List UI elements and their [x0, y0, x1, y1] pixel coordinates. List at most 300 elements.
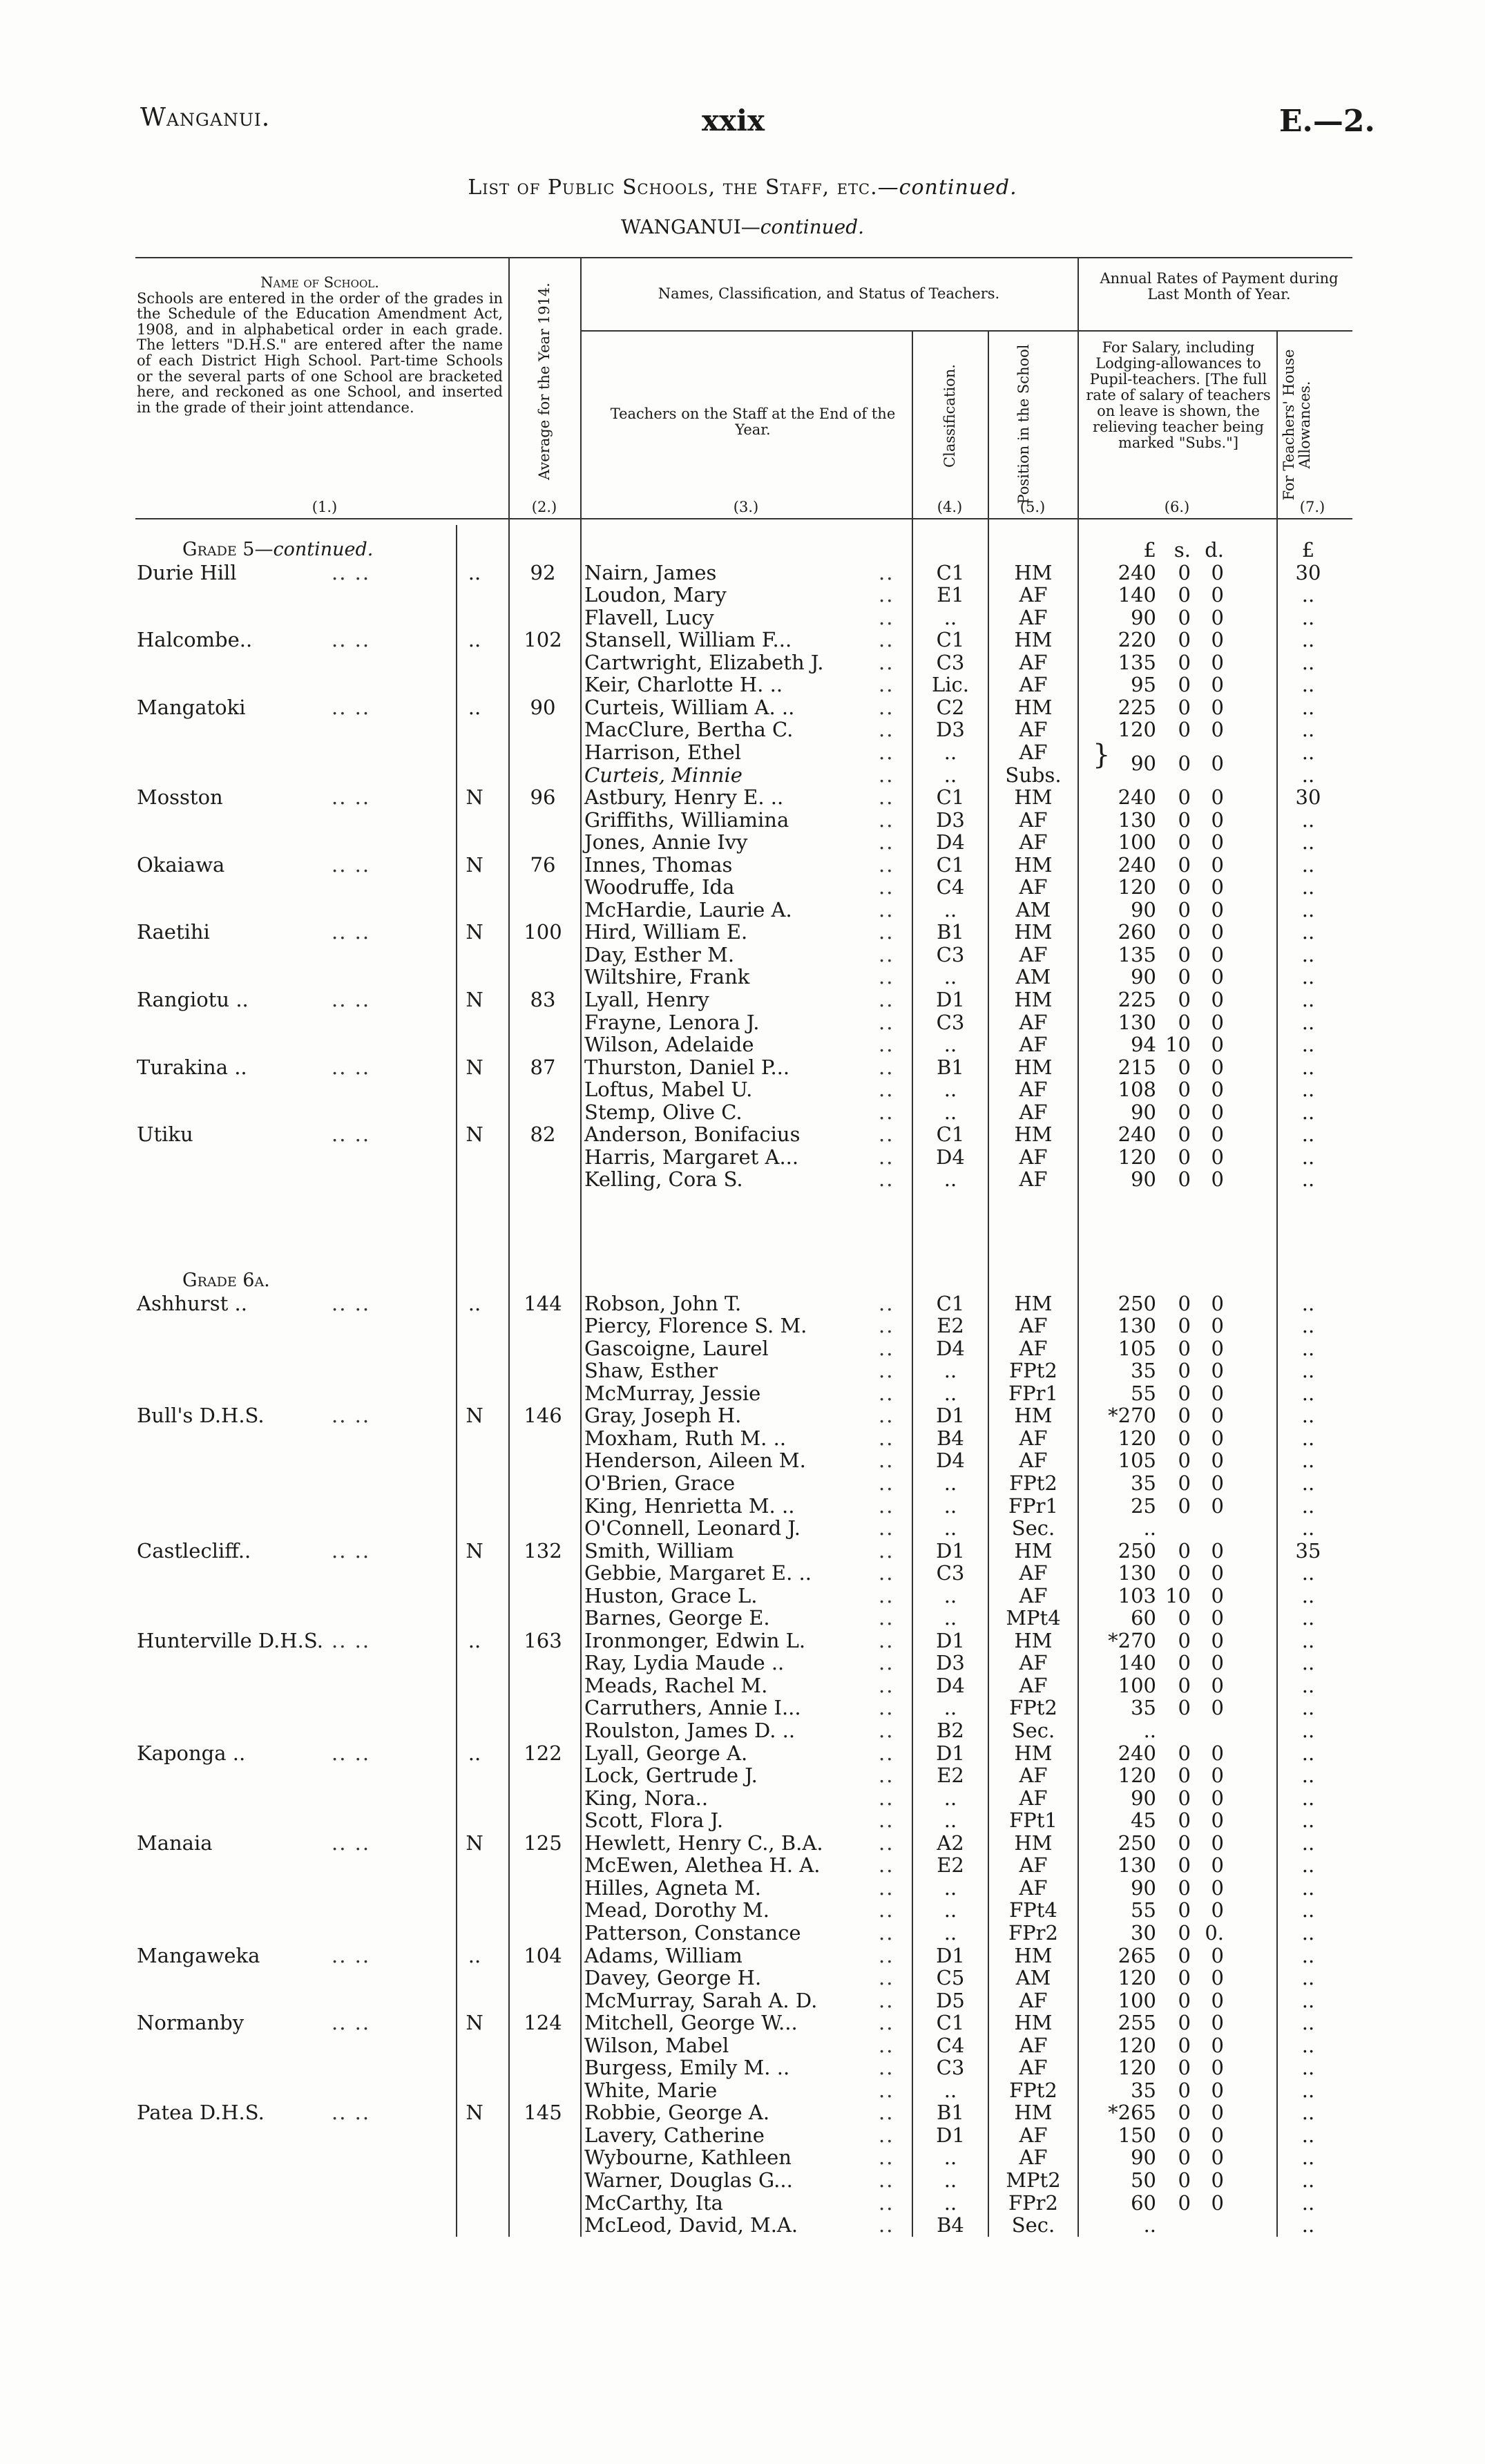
teacher-row — [0, 651, 1485, 674]
teacher-name: O'Connell, Leonard J. — [584, 1516, 801, 1540]
house-allowance: .. — [1301, 1628, 1315, 1652]
colnum-6: (6.) — [1164, 499, 1190, 515]
classification: A2 — [937, 1831, 964, 1855]
col3-group-header: Names, Classification, and Status of Teachers. — [658, 285, 1000, 302]
salary-pence: 0 — [1211, 1078, 1224, 1102]
classification: .. — [943, 1471, 957, 1495]
col1-header: Name of School. Schools are entered in the order of the grades in the Schedule of the Education Amendment Act, 1908, and in alphabetical order in each grade. The letters "D.H.S." are entered after the name of each District High School. Part-time Schools or the several parts of one School are bracketed here, and reckoned as one School, and inserted in the grade of their joint attendance. — [137, 274, 503, 416]
classification: C1 — [936, 852, 965, 877]
salary-pounds: 95 — [1131, 673, 1156, 697]
average-attendance: 82 — [530, 1123, 556, 1147]
teacher-row — [0, 1562, 1485, 1584]
leader-dots: .. — [879, 808, 894, 832]
leader-dots: .. .. — [332, 1538, 371, 1563]
leader-dots: .. — [879, 897, 894, 921]
page-title: List of Public Schools, the Staff, etc.—continued. — [468, 175, 1017, 200]
salary-shillings: 0 — [1178, 1145, 1191, 1169]
teacher-row — [0, 1607, 1485, 1629]
colnum-2: (2.) — [531, 499, 557, 515]
salary-pounds: 225 — [1118, 988, 1156, 1011]
classification: .. — [943, 1786, 957, 1810]
salary-pounds: 105 — [1118, 1336, 1156, 1360]
leader-dots: .. — [879, 1808, 894, 1833]
position: HM — [1014, 988, 1053, 1011]
teacher-row — [0, 1517, 1485, 1539]
leader-dots: .. — [879, 1920, 894, 1945]
salary-pounds: 135 — [1118, 942, 1156, 966]
teacher-name: Scott, Flora J. — [584, 1808, 724, 1833]
salary-pounds: 240 — [1118, 1741, 1156, 1765]
teacher-name: Day, Esther M. — [584, 942, 735, 966]
school-name: Mosston — [137, 785, 223, 810]
salary-shillings: 0 — [1178, 1381, 1191, 1405]
leader-dots: .. — [879, 605, 894, 629]
leader-dots: .. — [879, 1449, 894, 1473]
classification: E2 — [937, 1853, 964, 1878]
salary-shillings: 0 — [1178, 673, 1191, 697]
teacher-name: Meads, Rachel M. — [584, 1673, 768, 1697]
teacher-row — [0, 1359, 1485, 1382]
teacher-name: Harris, Margaret A... — [584, 1145, 799, 1169]
teacher-name: King, Nora.. — [584, 1786, 709, 1810]
leader-dots: .. — [879, 583, 894, 607]
salary-shillings: 0 — [1178, 988, 1191, 1011]
salary-shillings: 0 — [1178, 1449, 1191, 1473]
joint-marker: .. — [468, 1943, 481, 1967]
school-name: Normanby — [137, 2011, 245, 2035]
leader-dots: .. — [879, 1291, 894, 1315]
house-allowance: .. — [1301, 1078, 1315, 1102]
salary-pounds: 60 — [1131, 2190, 1156, 2215]
salary-pence: 0 — [1211, 1493, 1224, 1518]
salary-pence: 0 — [1211, 1404, 1224, 1428]
teacher-row — [0, 1809, 1485, 1831]
house-allowance: .. — [1301, 583, 1315, 607]
house-allowance: .. — [1301, 1898, 1315, 1922]
teacher-row — [0, 2192, 1485, 2214]
position: FPr1 — [1008, 1493, 1058, 1518]
teacher-row — [0, 1697, 1485, 1719]
salary-pounds: 90 — [1131, 1100, 1156, 1124]
district-name: Wanganui. — [140, 104, 271, 132]
classification: D3 — [936, 808, 965, 832]
teacher-name: Gray, Joseph H. — [584, 1404, 742, 1428]
salary-pounds: .. — [1143, 1719, 1156, 1742]
position: HM — [1014, 920, 1053, 944]
salary-pence: 0 — [1211, 1673, 1224, 1697]
house-allowance: .. — [1301, 695, 1315, 719]
salary-pence: 0 — [1211, 1561, 1224, 1585]
classification: E2 — [937, 1314, 964, 1338]
leader-dots: .. — [879, 1493, 894, 1518]
position: HM — [1014, 628, 1053, 652]
teacher-name: Wilson, Mabel — [584, 2033, 729, 2057]
position: Subs. — [1005, 763, 1062, 787]
leader-dots: .. — [879, 1966, 894, 1990]
salary-pounds: 35 — [1131, 1471, 1156, 1495]
house-allowance: 30 — [1295, 785, 1321, 810]
teacher-row — [0, 1292, 1485, 1315]
house-allowance: .. — [1301, 1583, 1315, 1607]
salary-pence: d. — [1205, 538, 1224, 562]
classification: .. — [943, 2168, 957, 2192]
salary-pence: 0 — [1211, 2033, 1224, 2057]
teacher-row — [0, 1123, 1485, 1145]
leader-dots: .. .. — [332, 785, 371, 810]
salary-pounds: .. — [1143, 2213, 1156, 2237]
average-attendance: 100 — [524, 920, 562, 944]
teacher-row — [0, 899, 1485, 921]
joint-marker: N — [466, 1404, 483, 1428]
house-allowance: .. — [1301, 628, 1315, 652]
house-allowance: .. — [1301, 740, 1315, 764]
salary-pence: 0 — [1211, 583, 1224, 607]
salary-pence: 0 — [1211, 830, 1224, 854]
leader-dots: .. .. — [332, 920, 371, 944]
leader-dots: .. — [879, 2078, 894, 2102]
salary-pounds: 120 — [1118, 718, 1156, 742]
salary-shillings: 0 — [1178, 1471, 1191, 1495]
house-allowance: .. — [1301, 1764, 1315, 1788]
salary-shillings: 0 — [1178, 650, 1191, 674]
position: HM — [1014, 695, 1053, 719]
position: HM — [1014, 1291, 1053, 1315]
col3-header: Teachers on the Staff at the End of the Year. — [610, 405, 896, 438]
grade-heading — [182, 539, 373, 560]
joint-marker: N — [466, 1538, 483, 1563]
house-allowance: .. — [1301, 1055, 1315, 1079]
salary-pence: 0 — [1211, 1966, 1224, 1990]
header-top-rule — [135, 257, 1352, 258]
teacher-name: Lyall, George A. — [584, 1741, 748, 1765]
position: FPt2 — [1009, 1359, 1057, 1383]
house-allowance: .. — [1301, 1145, 1315, 1169]
salary-shillings: 0 — [1178, 1628, 1191, 1652]
salary-shillings: 0 — [1178, 1988, 1191, 2012]
salary-pounds: 103 — [1118, 1583, 1156, 1607]
teacher-name: McEwen, Alethea H. A. — [584, 1853, 821, 1878]
salary-shillings: 0 — [1178, 830, 1191, 854]
classification: C2 — [936, 695, 965, 719]
classification: C4 — [936, 2033, 965, 2057]
classification: C1 — [936, 1291, 965, 1315]
salary-pounds: 35 — [1131, 1359, 1156, 1383]
teacher-name: Stemp, Olive C. — [584, 1100, 742, 1124]
position: FPr1 — [1008, 1381, 1058, 1405]
average-attendance: 163 — [524, 1628, 562, 1652]
teacher-row — [0, 1719, 1485, 1741]
salary-pence: 0 — [1211, 605, 1224, 629]
teacher-name: Jones, Annie Ivy — [584, 830, 748, 854]
salary-pounds: 90 — [1131, 1786, 1156, 1810]
house-allowance: .. — [1301, 650, 1315, 674]
salary-pounds: *265 — [1108, 2101, 1156, 2125]
classification: .. — [943, 1359, 957, 1383]
salary-pounds: 100 — [1118, 1988, 1156, 2012]
house-allowance: .. — [1301, 808, 1315, 832]
salary-pounds: 45 — [1131, 1808, 1156, 1833]
salary-shillings: 0 — [1178, 1100, 1191, 1124]
house-allowance: .. — [1301, 1696, 1315, 1720]
leader-dots: .. .. — [332, 1831, 371, 1855]
house-allowance: .. — [1301, 1966, 1315, 1990]
salary-pounds: 94 — [1131, 1033, 1156, 1057]
average-attendance: 124 — [524, 2011, 562, 2035]
house-allowance: .. — [1301, 1853, 1315, 1878]
position: FPt2 — [1009, 1471, 1057, 1495]
leader-dots: .. — [879, 1651, 894, 1675]
salary-pounds: 55 — [1131, 1381, 1156, 1405]
leader-dots: .. — [879, 1943, 894, 1967]
position: AF — [1019, 740, 1048, 764]
classification: D4 — [936, 1145, 965, 1169]
salary-pounds: 50 — [1131, 2168, 1156, 2192]
leader-dots: .. — [879, 1561, 894, 1585]
salary-pounds: 255 — [1118, 2011, 1156, 2035]
salary-pence: 0 — [1211, 1583, 1224, 1607]
salary-shillings: 0 — [1178, 2190, 1191, 2215]
classification: C3 — [936, 1010, 965, 1034]
leader-dots: .. — [879, 2146, 894, 2170]
house-allowance: .. — [1301, 1943, 1315, 1967]
salary-pounds: 120 — [1118, 2033, 1156, 2057]
teacher-name: Wiltshire, Frank — [584, 965, 750, 989]
salary-pence: 0 — [1211, 560, 1224, 584]
leader-dots: .. — [879, 1786, 894, 1810]
salary-shillings: 0 — [1178, 1943, 1191, 1967]
school-name: Mangatoki — [137, 695, 246, 719]
classification: .. — [943, 1033, 957, 1057]
teacher-name: Burgess, Emily M. .. — [584, 2056, 790, 2080]
house-allowance: .. — [1301, 942, 1315, 966]
classification: .. — [943, 1583, 957, 1607]
average-attendance: 125 — [524, 1831, 562, 1855]
leader-dots: .. — [879, 650, 894, 674]
teacher-name: Robson, John T. — [584, 1291, 742, 1315]
colnum-1: (1.) — [312, 499, 338, 515]
salary-pence: 0 — [1211, 1898, 1224, 1922]
teacher-name: Hilles, Agneta M. — [584, 1875, 762, 1900]
leader-dots: .. — [879, 1696, 894, 1720]
house-allowance: .. — [1301, 2146, 1315, 2170]
teacher-name: Lavery, Catherine — [584, 2123, 765, 2147]
leader-dots: .. — [879, 560, 894, 584]
teacher-row — [0, 696, 1485, 718]
position: AF — [1019, 1561, 1048, 1585]
house-allowance: .. — [1301, 1471, 1315, 1495]
teacher-name: MacClure, Bertha C. — [584, 718, 794, 742]
salary-pounds: 135 — [1118, 650, 1156, 674]
leader-dots: .. — [879, 1741, 894, 1765]
leader-dots: .. .. — [332, 2011, 371, 2035]
position: AF — [1019, 673, 1048, 697]
average-attendance: 76 — [530, 852, 556, 877]
leader-dots: .. — [879, 1628, 894, 1652]
house-allowance: .. — [1301, 1719, 1315, 1742]
salary-pence: 0 — [1211, 2146, 1224, 2170]
teacher-name: Hewlett, Henry C., B.A. — [584, 1831, 823, 1855]
average-attendance: 87 — [530, 1055, 556, 1079]
house-allowance: .. — [1301, 1516, 1315, 1540]
position: FPr2 — [1008, 1920, 1058, 1945]
salary-shillings: 0 — [1178, 1831, 1191, 1855]
col6-header: For Salary, including Lodging-allowances to Pupil-teachers. [The full rate of salary of teachers on leave is shown, the relieving teacher being marked "Subs."] — [1086, 339, 1271, 451]
salary-pence: 0 — [1211, 1167, 1224, 1192]
salary-pence: 0 — [1211, 1808, 1224, 1833]
teacher-name: Ray, Lydia Maude .. — [584, 1651, 785, 1675]
colnum-5: (5.) — [1019, 499, 1046, 515]
salary-pounds: 120 — [1118, 1764, 1156, 1788]
classification: .. — [943, 1381, 957, 1405]
teacher-name: O'Brien, Grace — [584, 1471, 736, 1495]
teacher-row — [0, 674, 1485, 696]
salary-pounds: 225 — [1118, 695, 1156, 719]
salary-pounds: 30 — [1131, 1920, 1156, 1945]
house-allowance: .. — [1301, 1291, 1315, 1315]
salary-shillings: 0 — [1178, 1336, 1191, 1360]
house-allowance: .. — [1301, 897, 1315, 921]
teacher-name: King, Henrietta M. .. — [584, 1493, 795, 1518]
position: AF — [1019, 942, 1048, 966]
position: AM — [1015, 1966, 1051, 1990]
leader-dots: .. — [879, 1583, 894, 1607]
house-allowance: .. — [1301, 1100, 1315, 1124]
leader-dots: .. — [879, 1606, 894, 1630]
teacher-row — [0, 1742, 1485, 1764]
school-name: Durie Hill — [137, 560, 237, 584]
salary-pence: 0 — [1211, 1875, 1224, 1900]
school-name: Turakina .. — [137, 1055, 247, 1079]
teacher-row — [0, 1315, 1485, 1337]
school-name: Bull's D.H.S. — [137, 1404, 265, 1428]
salary-pence: 0 — [1211, 2190, 1224, 2215]
position: AF — [1019, 1651, 1048, 1675]
salary-pounds: 130 — [1118, 1010, 1156, 1034]
position: AF — [1019, 1853, 1048, 1878]
salary-shillings: 0 — [1178, 2146, 1191, 2170]
house-allowance: 30 — [1295, 560, 1321, 584]
salary-pence: 0 — [1211, 1010, 1224, 1034]
salary-pence: 0 — [1211, 1988, 1224, 2012]
salary-pounds: 130 — [1118, 1314, 1156, 1338]
classification: .. — [943, 1696, 957, 1720]
house-allowance: .. — [1301, 965, 1315, 989]
house-allowance: .. — [1301, 1449, 1315, 1473]
house-allowance: .. — [1301, 1831, 1315, 1855]
salary-pounds: 240 — [1118, 560, 1156, 584]
teacher-name: Moxham, Ruth M. .. — [584, 1426, 787, 1450]
salary-pence: 0 — [1211, 1314, 1224, 1338]
salary-shillings: 0 — [1178, 718, 1191, 742]
house-allowance: .. — [1301, 988, 1315, 1011]
teacher-name: Carruthers, Annie I... — [584, 1696, 801, 1720]
joint-marker: .. — [468, 695, 481, 719]
average-attendance: 132 — [524, 1538, 562, 1563]
teacher-name: Warner, Douglas G... — [584, 2168, 793, 2192]
salary-pence: 0 — [1211, 695, 1224, 719]
teacher-name: McCarthy, Ita — [584, 2190, 723, 2215]
salary-shillings: 0 — [1178, 897, 1191, 921]
teacher-name: Lyall, Henry — [584, 988, 709, 1011]
teacher-row — [0, 1787, 1485, 1809]
teacher-row — [0, 562, 1485, 584]
leader-dots: .. — [879, 2168, 894, 2192]
position: AF — [1019, 650, 1048, 674]
salary-pounds: 25 — [1131, 1493, 1156, 1518]
position: HM — [1014, 1741, 1053, 1765]
position: AF — [1019, 1875, 1048, 1900]
teacher-name: Kelling, Cora S. — [584, 1167, 743, 1192]
salary-shillings: 0 — [1178, 2101, 1191, 2125]
leader-dots: .. — [879, 1359, 894, 1383]
salary-pence: 0 — [1211, 1449, 1224, 1473]
colnum-4: (4.) — [937, 499, 963, 515]
salary-shillings: 0 — [1178, 2033, 1191, 2057]
joint-marker: N — [466, 2101, 483, 2125]
salary-pounds: 240 — [1118, 1123, 1156, 1147]
position: Sec. — [1011, 1516, 1055, 1540]
classification: C1 — [936, 2011, 965, 2035]
house-allowance: .. — [1301, 1673, 1315, 1697]
classification: .. — [943, 2190, 957, 2215]
salary-pounds: 265 — [1118, 1943, 1156, 1967]
report-code: E.—2. — [1279, 104, 1375, 139]
teacher-name: McLeod, David, M.A. — [584, 2213, 798, 2237]
classification: .. — [943, 740, 957, 764]
school-name: Kaponga .. — [137, 1741, 246, 1765]
position: AF — [1019, 1583, 1048, 1607]
teacher-row — [0, 2012, 1485, 2034]
colnum-3: (3.) — [733, 499, 759, 515]
leader-dots: .. — [879, 830, 894, 854]
teacher-name: Hird, William E. — [584, 920, 748, 944]
position: MPt4 — [1006, 1606, 1061, 1630]
salary-pounds: 120 — [1118, 2056, 1156, 2080]
position: AF — [1019, 1764, 1048, 1788]
position: HM — [1014, 2011, 1053, 2035]
salary-pence: 0 — [1211, 1786, 1224, 1810]
teacher-row — [0, 1337, 1485, 1359]
house-allowance: .. — [1301, 2033, 1315, 2057]
house-allowance: .. — [1301, 1651, 1315, 1675]
salary-pounds: 105 — [1118, 1449, 1156, 1473]
leader-dots: .. — [879, 785, 894, 810]
average-attendance: 90 — [530, 695, 556, 719]
teacher-row — [0, 1404, 1485, 1426]
leader-dots: .. — [879, 740, 894, 764]
house-allowance: .. — [1301, 1336, 1315, 1360]
leader-dots: .. — [879, 1145, 894, 1169]
salary-pence: 0 — [1211, 1145, 1224, 1169]
leader-dots: .. — [879, 2033, 894, 2057]
leader-dots: .. — [879, 1336, 894, 1360]
leader-dots: .. .. — [332, 1943, 371, 1967]
leader-dots: .. — [879, 1898, 894, 1922]
salary-pence: 0 — [1211, 1606, 1224, 1630]
classification: .. — [943, 763, 957, 787]
leader-dots: .. — [879, 1010, 894, 1034]
classification: .. — [943, 1100, 957, 1124]
teacher-name: Woodruffe, Ida — [584, 875, 735, 899]
salary-shillings: 0 — [1178, 1651, 1191, 1675]
position: AF — [1019, 875, 1048, 899]
position: FPr2 — [1008, 2190, 1058, 2215]
salary-pounds: 90 — [1131, 1875, 1156, 1900]
teacher-name: McMurray, Jessie — [584, 1381, 761, 1405]
leader-dots: .. — [879, 2101, 894, 2125]
position: AF — [1019, 1167, 1048, 1192]
salary-shillings: 0 — [1178, 605, 1191, 629]
